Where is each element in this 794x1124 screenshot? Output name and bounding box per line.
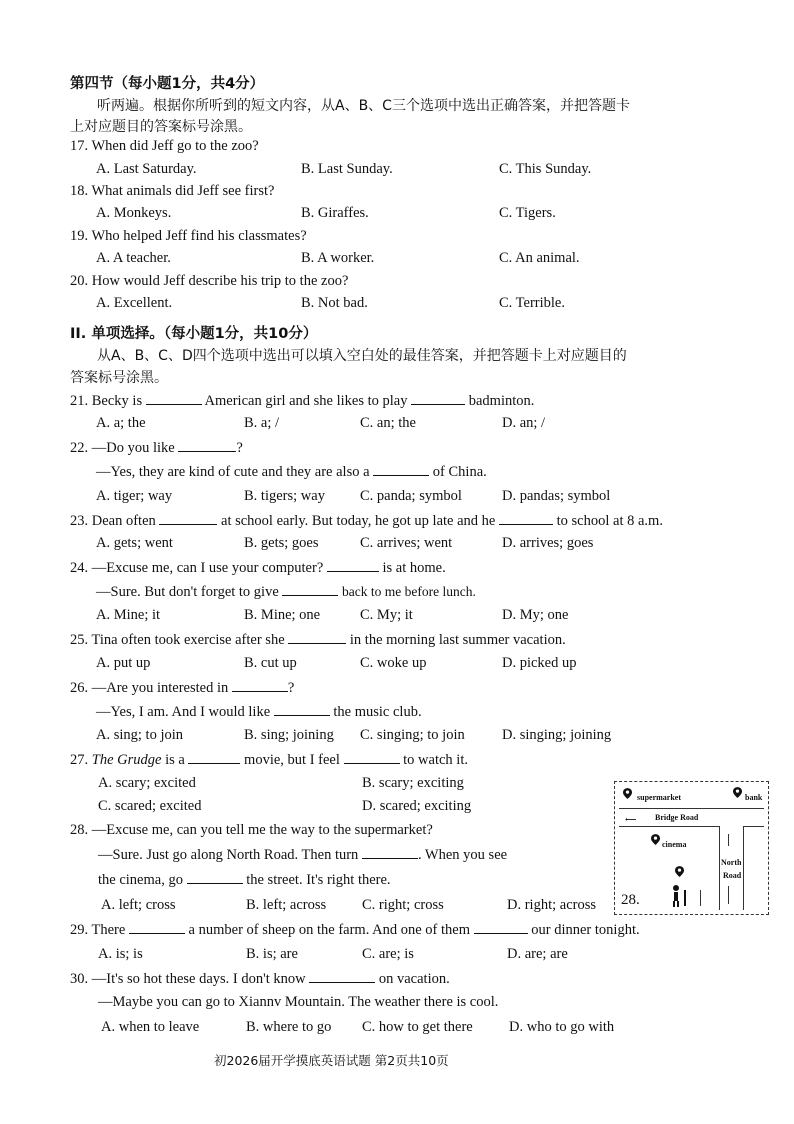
question-27: 27. The Grudge is a movie, but I feel to watch it. <box>70 752 468 768</box>
q24-option-c: C. My; it <box>360 607 413 623</box>
q19-option-a: A. A teacher. <box>96 250 171 266</box>
q22-option-d: D. pandas; symbol <box>502 488 611 504</box>
location-pin-icon <box>675 866 684 877</box>
page-footer: 初2026届开学摸底英语试题 第2页共10页 <box>214 1053 449 1068</box>
bridge-road-bottom-edge <box>619 826 719 827</box>
q27-option-b: B. scary; exciting <box>362 775 464 791</box>
map-supermarket-label: supermarket <box>637 793 681 802</box>
question-21: 21. Becky is American girl and she likes to play badminton. <box>70 393 535 409</box>
q25-option-a: A. put up <box>96 655 151 671</box>
question-20: 20. How would Jeff describe his trip to the zoo? <box>70 273 349 289</box>
section4-heading: 第四节（每小题1分，共4分） <box>70 76 265 92</box>
q28-option-a: A. left; cross <box>101 897 176 913</box>
question-18: 18. What animals did Jeff see first? <box>70 183 275 199</box>
q30-option-a: A. when to leave <box>101 1019 200 1035</box>
q27-option-a: A. scary; excited <box>98 775 196 791</box>
q29-option-b: B. is; are <box>246 946 298 962</box>
q23-option-a: A. gets; went <box>96 535 173 551</box>
q17-option-b: B. Last Sunday. <box>301 161 393 177</box>
q24-line-2: —Sure. But don't forget to give back to me before lunch. <box>96 584 476 600</box>
q23-option-c: C. arrives; went <box>360 535 453 551</box>
q19-option-b: B. A worker. <box>301 250 375 266</box>
map-mark <box>700 890 701 906</box>
question-24: 24. —Excuse me, can I use your computer? is at home. <box>70 560 446 576</box>
question-28: 28. —Excuse me, can you tell me the way to the supermarket? <box>70 822 433 838</box>
q25-option-c: C. woke up <box>360 655 427 671</box>
q18-option-a: A. Monkeys. <box>96 205 172 221</box>
q30-option-b: B. where to go <box>246 1019 332 1035</box>
q18-option-c: C. Tigers. <box>499 205 556 221</box>
q17-option-c: C. This Sunday. <box>499 161 592 177</box>
map-bridge-road-label: Bridge Road <box>655 813 699 822</box>
section4-instructions-1: 听两遍。根据你所听到的短文内容，从A、B、C三个选项中选出正确答案，并把答题卡 <box>97 98 630 114</box>
north-road-right-edge <box>743 826 744 910</box>
map-question-number: 28. <box>621 892 640 908</box>
q28-map-figure <box>614 781 769 915</box>
north-road-marking <box>728 834 729 846</box>
q28-line-3: the cinema, go the street. It's right there. <box>98 872 391 888</box>
q29-option-c: C. are; is <box>362 946 414 962</box>
q21-option-d: D. an; / <box>502 415 546 431</box>
q27-option-c: C. scared; excited <box>98 798 202 814</box>
q20-option-a: A. Excellent. <box>96 295 173 311</box>
q24-option-b: B. Mine; one <box>244 607 321 623</box>
section4-instructions-2: 上对应题目的答案标号涂黑。 <box>70 119 252 135</box>
section2-instructions-2: 答案标号涂黑。 <box>70 370 168 386</box>
location-pin-icon <box>733 787 742 798</box>
north-road-left-edge <box>719 826 720 910</box>
question-25: 25. Tina often took exercise after she in the morning last summer vacation. <box>70 632 566 648</box>
map-north-label: North <box>721 858 742 867</box>
q27-option-d: D. scared; exciting <box>362 798 472 814</box>
q26-option-d: D. singing; joining <box>502 727 612 743</box>
q20-option-c: C. Terrible. <box>499 295 565 311</box>
q28-option-b: B. left; across <box>246 897 327 913</box>
bridge-road-bottom-edge <box>743 826 764 827</box>
q30-option-c: C. how to get there <box>362 1019 473 1035</box>
map-arrow-icon: ⟵ <box>625 815 637 824</box>
map-bank-label: bank <box>745 793 763 802</box>
q19-option-c: C. An animal. <box>499 250 580 266</box>
q21-option-b: B. a; / <box>244 415 280 431</box>
question-17: 17. When did Jeff go to the zoo? <box>70 138 259 154</box>
person-walking-icon <box>669 884 691 908</box>
q30-line-2: —Maybe you can go to Xiannv Mountain. The weather there is cool. <box>98 994 499 1010</box>
q22-option-c: C. panda; symbol <box>360 488 462 504</box>
question-26: 26. —Are you interested in ? <box>70 680 295 696</box>
location-pin-icon <box>651 834 660 845</box>
question-19: 19. Who helped Jeff find his classmates? <box>70 228 307 244</box>
bridge-road-top-edge <box>619 808 764 809</box>
q23-option-d: D. arrives; goes <box>502 535 594 551</box>
q22-option-a: A. tiger; way <box>96 488 173 504</box>
q21-option-c: C. an; the <box>360 415 416 431</box>
q24-option-a: A. Mine; it <box>96 607 161 623</box>
north-road-marking <box>728 886 729 904</box>
q23-option-b: B. gets; goes <box>244 535 319 551</box>
q26-option-b: B. sing; joining <box>244 727 334 743</box>
q28-line-2: —Sure. Just go along North Road. Then turn . When you see <box>98 847 508 863</box>
q25-option-b: B. cut up <box>244 655 297 671</box>
question-23: 23. Dean often at school early. But today, he got up late and he to school at 8 a.m. <box>70 513 663 529</box>
q26-option-a: A. sing; to join <box>96 727 184 743</box>
q20-option-b: B. Not bad. <box>301 295 368 311</box>
q25-option-d: D. picked up <box>502 655 577 671</box>
q28-option-c: C. right; cross <box>362 897 444 913</box>
q24-option-d: D. My; one <box>502 607 569 623</box>
question-22: 22. —Do you like ? <box>70 440 243 456</box>
q17-option-a: A. Last Saturday. <box>96 161 197 177</box>
q29-option-a: A. is; is <box>98 946 143 962</box>
question-29: 29. There a number of sheep on the farm. And one of them our dinner tonight. <box>70 922 640 938</box>
q29-option-d: D. are; are <box>507 946 568 962</box>
q21-option-a: A. a; the <box>96 415 146 431</box>
q26-option-c: C. singing; to join <box>360 727 465 743</box>
map-cinema-label: cinema <box>662 840 687 849</box>
location-pin-icon <box>623 788 632 799</box>
q18-option-b: B. Giraffes. <box>301 205 369 221</box>
q22-option-b: B. tigers; way <box>244 488 325 504</box>
section2-instructions-1: 从A、B、C、D四个选项中选出可以填入空白处的最佳答案，并把答题卡上对应题目的 <box>97 348 627 364</box>
q26-line-2: —Yes, I am. And I would like the music club. <box>96 704 422 720</box>
map-road-label: Road <box>723 871 742 880</box>
section2-heading: II. 单项选择。（每小题1分，共10分） <box>70 326 318 342</box>
q30-option-d: D. who to go with <box>509 1019 615 1035</box>
question-30: 30. —It's so hot these days. I don't know on vacation. <box>70 971 450 987</box>
q28-option-d: D. right; across <box>507 897 596 913</box>
q22-line-2: —Yes, they are kind of cute and they are also a of China. <box>96 464 487 480</box>
